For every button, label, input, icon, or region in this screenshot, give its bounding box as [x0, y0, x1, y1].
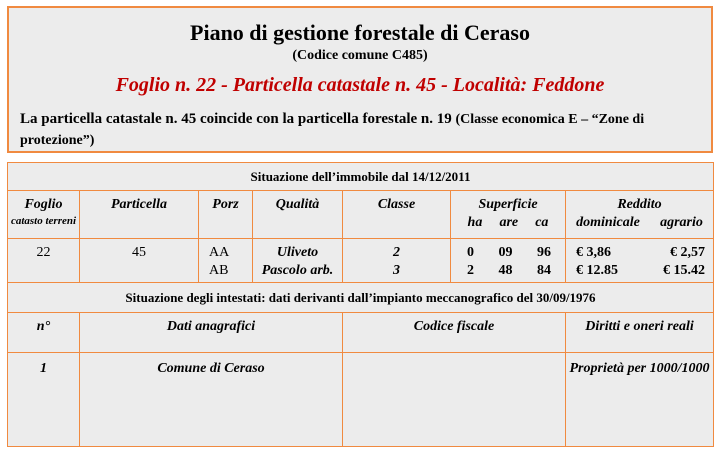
cell-dati-anagrafici: Comune di Ceraso: [80, 353, 343, 447]
parcel-description-class: (Classe economica E – “Zone di protezione”): [20, 112, 645, 148]
parcel-description: [20, 109, 701, 151]
table-row: [8, 353, 714, 447]
col-sup-ha: ha: [467, 215, 483, 230]
foglio-heading: Foglio n. 22 - Particella catastale n. 45 - Località: Feddone: [115, 74, 605, 96]
col-dati-anagrafici: Dati anagrafici: [80, 313, 343, 353]
table-row: [8, 239, 714, 283]
cell-foglio: 22: [8, 239, 80, 283]
municipality-code: (Codice comune C485): [292, 48, 428, 63]
col-reddito: [566, 191, 714, 239]
cell-n: 1: [8, 353, 80, 447]
col-superficie: [451, 191, 566, 239]
col-foglio-sub: catasto terreni: [10, 215, 77, 227]
cell-qualita: [253, 239, 343, 283]
dominicale-1: € 3,86: [576, 245, 611, 260]
sup-ca-2: 84: [537, 263, 551, 278]
col-dominicale: dominicale: [576, 215, 640, 230]
cell-diritti: Proprietà per 1000/1000: [566, 353, 714, 447]
agrario-2: € 15.42: [663, 263, 705, 278]
immobile-section-title: Situazione dell’immobile dal 14/12/2011: [8, 163, 714, 191]
col-sup-are: are: [499, 215, 519, 230]
col-particella: Particella: [80, 191, 199, 239]
porz-1: AA: [209, 245, 230, 260]
classe-2: 3: [393, 263, 400, 278]
cell-porz: [199, 239, 253, 283]
col-superficie-label: Superficie: [478, 197, 538, 212]
col-qualita: Qualità: [253, 191, 343, 239]
cadastral-table: [7, 162, 714, 447]
parcel-description-main: La particella catastale n. 45 coincide con la particella forestale n. 19: [20, 111, 456, 127]
col-n: n°: [8, 313, 80, 353]
sup-ha-1: 0: [467, 245, 474, 260]
col-porz: Porz: [199, 191, 253, 239]
col-reddito-label: Reddito: [617, 197, 662, 212]
classe-1: 2: [393, 245, 400, 260]
cell-particella: 45: [80, 239, 199, 283]
header-box: [7, 6, 713, 153]
sup-ca-1: 96: [537, 245, 551, 260]
agrario-1: € 2,57: [670, 245, 705, 260]
cell-reddito: [566, 239, 714, 283]
sup-ha-2: 2: [467, 263, 474, 278]
col-agrario: agrario: [660, 215, 703, 230]
cell-superficie: [451, 239, 566, 283]
intestati-section-title: Situazione degli intestati: dati derivanti dall’impianto meccanografico del 30/09/1976: [8, 283, 714, 313]
col-sup-ca: ca: [535, 215, 549, 230]
qualita-1: Uliveto: [276, 245, 319, 260]
cell-codice-fiscale: [343, 353, 566, 447]
document-title: Piano di gestione forestale di Ceraso: [190, 20, 530, 45]
sup-are-1: 09: [498, 245, 513, 260]
col-foglio: [8, 191, 80, 239]
col-foglio-label: Foglio: [24, 197, 63, 212]
col-diritti: Diritti e oneri reali: [566, 313, 714, 353]
cell-classe: [343, 239, 451, 283]
porz-2: AB: [209, 263, 229, 278]
dominicale-2: € 12.85: [576, 263, 618, 278]
col-classe: Classe: [343, 191, 451, 239]
sup-are-2: 48: [498, 263, 513, 278]
col-codice-fiscale: Codice fiscale: [343, 313, 566, 353]
qualita-2: Pascolo arb.: [261, 263, 334, 278]
